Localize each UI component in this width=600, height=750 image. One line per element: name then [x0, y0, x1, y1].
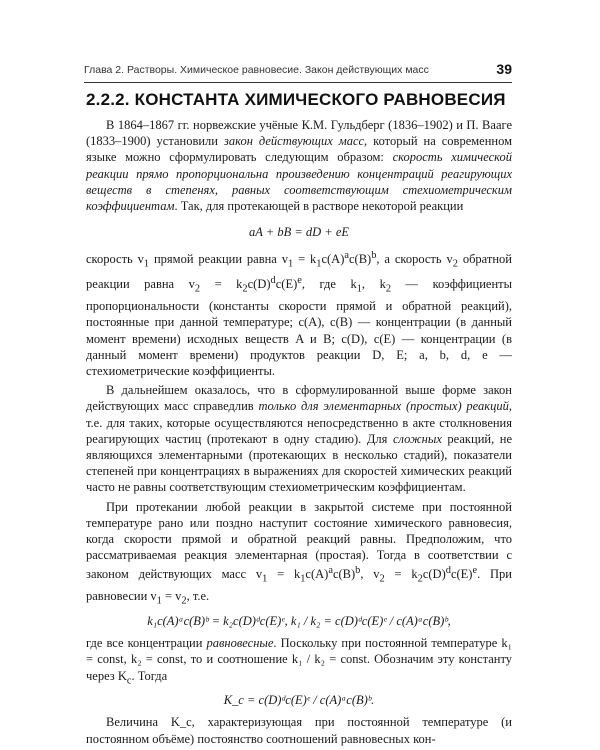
- equation-kc: K_c = c(D)ᵈc(E)ᵉ / c(A)ᵃc(B)ᵇ.: [223, 693, 375, 708]
- paragraph-2: скорость $v_1$ прямой реакции равна $v_1 = k_1c(A)^ac(B)^b$, а скорость $v_2$ обратной реакции равна $v_2 = k_2c(D)^dc(E)^e$, где $k_1$, $k_2$ — коэффициенты пропорциональности (константы скорости прямой и обратной реакций), постоянные при данной температуре; c(A), c(B) — концентрации (в данный момент времени) исходных веществ A и B; c(D), c(E) — концентрации (в данный момент времени) продуктов реакции D, E; a, b, d, e — стехиометрические коэффициенты.: [86, 250, 512, 378]
- equation-reaction: aA + bB = dD + eE: [248, 225, 350, 240]
- page-number: 39: [496, 61, 512, 77]
- running-header: [84, 56, 512, 83]
- paragraph-5: где все концентрации равновесные. Поскольку при постоянной температуре k₁ = const, k₂ = const, то и соотношение k₁ / k₂ = const. Обозначим эту константу через $K_c$. Тогда: [86, 636, 512, 687]
- paragraph-1: В 1864–1867 гг. норвежские учёные К.М. Гульдберг (1836–1902) и П. Вааге (1833–1900) установили закон действующих масс, который на современном языке можно сформулировать следующим образом: скорость химической реакции прямо пропорциональна произведению концентраций реагирующих веществ в степенях, равных соответствующим стехиометрическим коэффициентам. Так, для протекающей в растворе некоторой реакции: [86, 118, 512, 214]
- body-text: [86, 117, 512, 750]
- paragraph-6: Величина K_c, характеризующая при постоянной температуре (и постоянном объёме) постоянство соотношений равновесных кон-: [86, 715, 512, 746]
- section-title: 2.2.2. КОНСТАНТА ХИМИЧЕСКОГО РАВНОВЕСИЯ: [86, 90, 506, 109]
- paragraph-3: В дальнейшем оказалось, что в сформулированной выше форме закон действующих масс справедлив только для элементарных (простых) реакций, т.е. для таких, которые осуществляются непосредственно в акте столкновения реагирующих частиц (протекают в одну стадию). Для сложных реакций, не являющихся элементарными (протекающих в несколько стадий), показатели степеней при концентрациях в выражениях для скоростей химических реакций часто не равны соответствующим стехиометрическим коэффициентам.: [86, 383, 512, 495]
- equation-equilibrium: k₁c(A)ᵃc(B)ᵇ = k₂c(D)ᵈc(E)ᵉ, k₁ / k₂ = c(D)ᵈc(E)ᵉ / c(A)ᵃc(B)ᵇ,: [147, 613, 451, 628]
- running-title: Глава 2. Растворы. Химическое равновесие. Закон действующих масс: [84, 64, 429, 76]
- paragraph-4: При протекании любой реакции в закрытой системе при постоянной температуре рано или поздно наступит состояние химического равновесия, когда скорости прямой и обратной реакций равны. Предположим, что рассматриваемая реакция элементарная (простая). Тогда в соответствии с законом действующих масс $v_1 = k_1c(A)^ac(B)^b$, $v_2 = k_2c(D)^dc(E)^e$. При равновесии $v_1 = v_2$, т.е.: [86, 499, 512, 607]
